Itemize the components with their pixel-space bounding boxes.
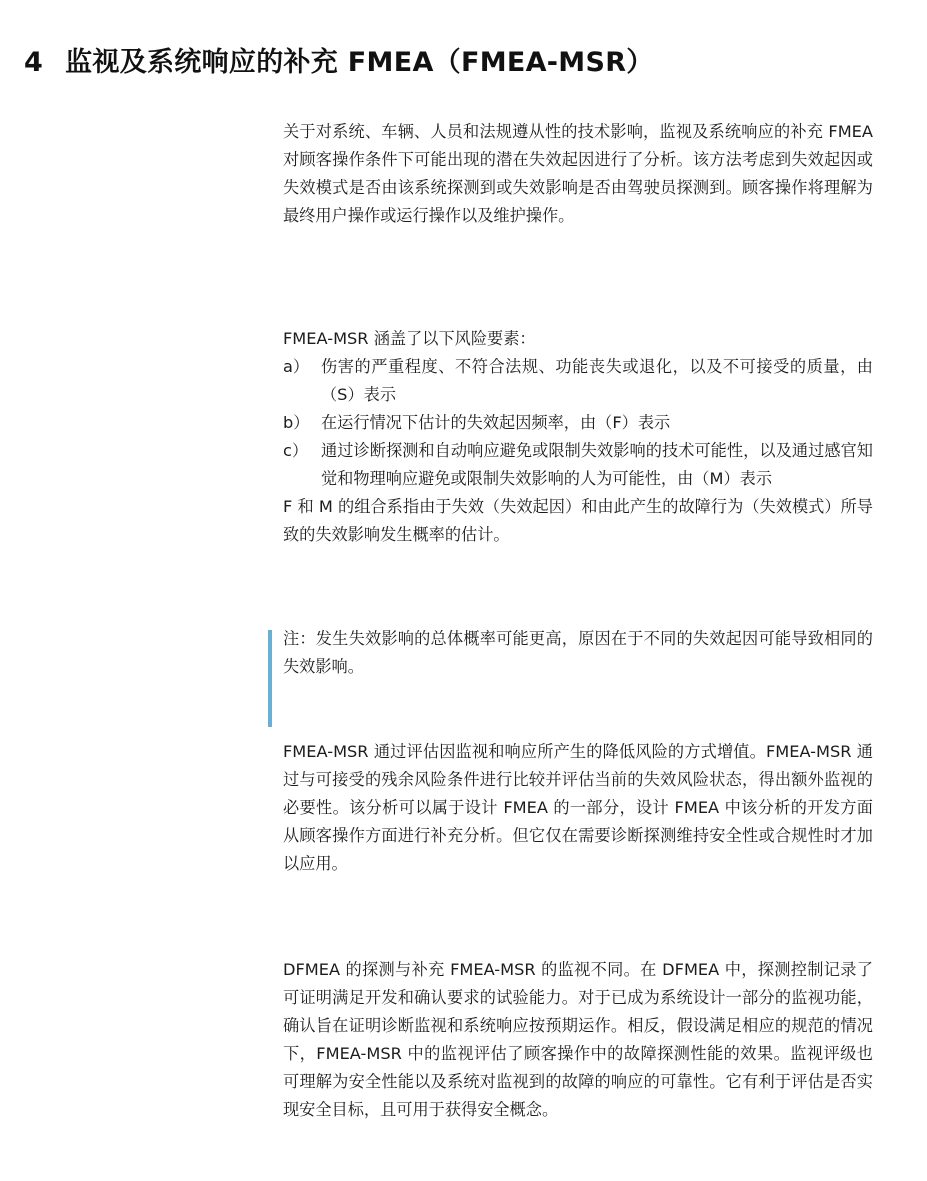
list-item — [283, 437, 873, 493]
value-block — [283, 738, 873, 878]
note-accent-bar — [268, 630, 272, 727]
list-item-text: 通过诊断探测和自动响应避免或限制失效影响的技术可能性，以及通过感官知觉和物理响应避免或限制失效影响的人为可能性，由（M）表示 — [321, 441, 873, 488]
dfmea-paragraph: DFMEA 的探测与补充 FMEA-MSR 的监视不同。在 DFMEA 中，探测控制记录了可证明满足开发和确认要求的试验能力。对于已成为系统设计一部分的监视功能，确认旨在证明诊断监视和系统响应按预期运作。相反，假设满足相应的规范的情况下，FMEA-MSR 中的监视评估了顾客操作中的故障探测性能的效果。监视评级也可理解为安全性能以及系统对监视到的故障的响应的可靠性。它有利于评估是否实现安全目标，且可用于获得安全概念。 — [283, 960, 873, 1119]
list-marker: c） — [283, 441, 309, 460]
list-item-text: 在运行情况下估计的失效起因频率，由（F）表示 — [321, 413, 671, 432]
section-title: 监视及系统响应的补充 FMEA（FMEA-MSR） — [65, 47, 654, 78]
note-block — [283, 625, 873, 681]
intro-paragraph: 关于对系统、车辆、人员和法规遵从性的技术影响，监视及系统响应的补充 FMEA 对顾客操作条件下可能出现的潜在失效起因进行了分析。该方法考虑到失效起因或失效模式是否由该系统探测到或失效影响是否由驾驶员探测到。顾客操作将理解为最终用户操作或运行操作以及维护操作。 — [283, 122, 873, 225]
dfmea-block — [283, 956, 873, 1124]
value-paragraph: FMEA-MSR 通过评估因监视和响应所产生的降低风险的方式增值。FMEA-MSR 通过与可接受的残余风险条件进行比较并评估当前的失效风险状态，得出额外监视的必要性。该分析可以属于设计 FMEA 的一部分，设计 FMEA 中该分析的开发方面从顾客操作方面进行补充分析。但它仅在需要诊断探测维持安全性或合规性时才加以应用。 — [283, 742, 873, 873]
list-item — [283, 353, 873, 409]
fm-combination-paragraph: F 和 M 的组合系指由于失效（失效起因）和由此产生的故障行为（失效模式）所导致的失效影响发生概率的估计。 — [283, 497, 873, 544]
risk-elements-block — [283, 325, 873, 549]
list-item-text: 伤害的严重程度、不符合法规、功能丧失或退化，以及不可接受的质量，由（S）表示 — [321, 357, 873, 404]
section-heading — [24, 40, 654, 79]
risk-intro-paragraph: FMEA-MSR 涵盖了以下风险要素： — [283, 329, 536, 348]
list-marker: b） — [283, 413, 310, 432]
section-number: 4 — [24, 47, 44, 78]
note-paragraph: 注：发生失效影响的总体概率可能更高，原因在于不同的失效起因可能导致相同的失效影响。 — [283, 629, 873, 676]
list-marker: a） — [283, 357, 310, 376]
intro-block — [283, 118, 873, 230]
list-item — [283, 409, 873, 437]
